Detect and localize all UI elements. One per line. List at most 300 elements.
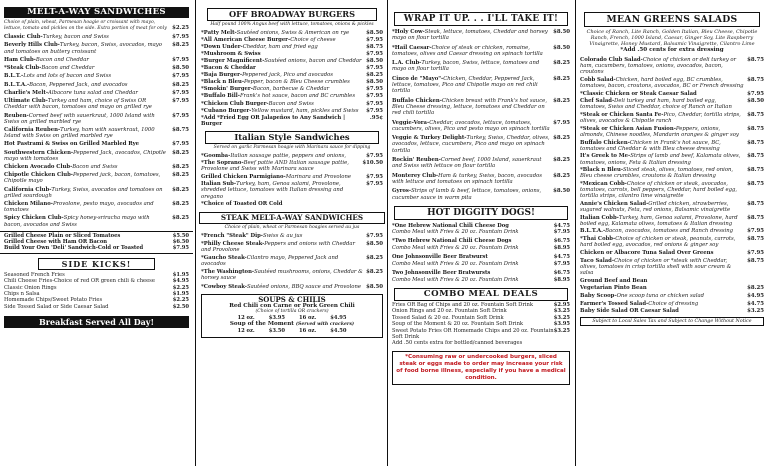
extra-meat-price: $2.25 — [172, 25, 189, 32]
footer-box — [580, 317, 764, 326]
menu-item — [388, 76, 574, 94]
menu-item — [0, 164, 193, 170]
menu-item-price: $8.75 — [747, 167, 764, 174]
menu-item-name: Ground Beef and Bean — [580, 277, 648, 284]
menu-item-desc: Chicken, Cheddar, Peppered Jack, lettuce, tomatoes, Pico and Chipotle mayo on red chili tortilla — [392, 76, 538, 95]
melt-a-way-title: MELT-A-WAY SANDWICHES — [4, 7, 189, 18]
menu-item-price: $7.95 — [747, 228, 764, 235]
menu-item — [197, 51, 387, 57]
menu-item-price: $8.75 — [747, 57, 764, 63]
menu-item-name: *Goomba- — [201, 152, 231, 159]
menu-item-name: *Thai Cobb- — [580, 236, 616, 243]
menu-item-price: $8.25 — [172, 201, 189, 208]
menu-item-name: Chicken or Albacore Tuna Salad Over Greens — [580, 249, 714, 256]
column-salads — [576, 0, 768, 466]
menu-row-name: Grilled Cheese with Ham OR Bacon — [4, 239, 108, 246]
menu-item — [388, 173, 574, 185]
menu-row-price: $2.50 — [172, 303, 189, 310]
soups-sub2: (Choice of tortilla OR crackers) — [255, 309, 329, 314]
soup-moment — [202, 321, 382, 329]
menu-item-name: Spicy Chicken Club- — [4, 215, 64, 222]
menu-item-desc: Choice of chicken or *steak with Cheddar, olives, tomatoes in crisp tortilla shell with sour cream & salsa — [580, 257, 732, 276]
menu-item-text — [201, 72, 366, 78]
menu-item-price: $7.95 — [172, 141, 189, 148]
menu-item-price: $8.25 — [172, 186, 189, 193]
size: 12 oz. — [237, 328, 255, 335]
menu-item-name: *Mexican Cobb- — [580, 181, 627, 188]
menu-item-price: $8.25 — [172, 149, 189, 156]
menu-item-price: $8.25 — [747, 285, 764, 292]
menu-item-price: $8.50 — [553, 44, 570, 51]
menu-item-name: Cobb Salad- — [580, 76, 616, 83]
menu-item-text — [580, 181, 747, 199]
menu-item — [576, 215, 768, 227]
warning-box — [392, 351, 570, 385]
menu-item-text — [580, 236, 747, 248]
menu-item-text — [4, 127, 172, 139]
menu-item — [388, 120, 574, 132]
menu-item-text — [580, 91, 747, 97]
menu-row-price: $2.25 — [172, 284, 189, 291]
menu-item-price: $8.50 — [366, 283, 383, 290]
menu-item-desc: Lots and lots of bacon and Swiss — [23, 73, 112, 80]
menu-item — [0, 42, 193, 54]
menu-item — [576, 201, 768, 213]
menu-item-text — [201, 79, 366, 85]
menu-item-name: *Black n Bleu- — [201, 79, 245, 86]
burgers-list — [197, 30, 387, 127]
menu-item-text — [580, 167, 747, 179]
menu-item-name: *Buffalo Bill- — [201, 93, 240, 100]
menu-item-price: $8.25 — [366, 72, 383, 79]
menu-item-price: $8.50 — [366, 79, 383, 86]
menu-item-desc: Peppers, onions, almonds, Chinese noodles, Mandarin oranges & ginger soy — [580, 125, 739, 138]
menu-item-name: Rockin' Reuben- — [392, 157, 441, 164]
soups-sub: Red Chili con Carne or Pork Green Chili — [229, 302, 355, 309]
menu-item-desc: Swiss & au jus — [263, 232, 303, 239]
menu-item — [388, 29, 574, 41]
menu-item-text — [4, 98, 172, 110]
sidekicks-title: SIDE KICKS! — [38, 258, 155, 270]
menu-row-price: $7.95 — [172, 245, 189, 252]
menu-item-desc: Turkey, ham, Genoa salami, Provolone, hard boiled egg, Kalamata olives, tomatoes & Italian dressing — [580, 214, 738, 227]
menu-item-text — [201, 201, 383, 207]
menu-item-text — [580, 250, 747, 256]
menu-item-name: Reuben- — [4, 112, 29, 119]
menu-item-text — [4, 34, 172, 40]
menu-item-name: *Black n Bleu- — [580, 167, 624, 174]
menu-item-price: $7.95 — [172, 89, 189, 96]
soup-moment-note: (Served with crackers) — [295, 321, 355, 327]
menu-item-desc: Corned beef, 1000 Island, sauerkraut and Swiss with lettuce on flour tortilla — [392, 157, 542, 170]
menu-item-price: $7.95 — [366, 50, 383, 57]
hot-dog-item — [388, 223, 574, 236]
menu-item-price: $7.95 — [366, 100, 383, 107]
menu-item-text — [4, 141, 172, 147]
menu-item-price: $8.25 — [553, 157, 570, 164]
menu-item-desc: Peppers and onions with Cheddar and Provolone — [201, 240, 356, 254]
menu-item-text — [201, 86, 366, 92]
menu-item-price: $8.25 — [553, 60, 570, 67]
menu-item-name: B.L.T.A.- — [4, 81, 30, 88]
menu-item-text — [580, 126, 747, 138]
hot-dog-combo-desc: Combo Meal with Fries & 20 oz. Fountain Drink — [392, 260, 519, 267]
menu-item-price: $8.25 — [553, 135, 570, 142]
menu-item — [0, 172, 193, 184]
menu-item — [388, 98, 574, 116]
menu-item-name: L.A. Club- — [392, 60, 422, 67]
size: 12 oz. — [237, 314, 255, 321]
menu-item-name: *Mushroom & Swiss — [201, 50, 261, 57]
menu-item-text — [201, 174, 366, 180]
menu-item — [576, 112, 768, 124]
menu-item — [0, 201, 193, 213]
menu-item-name: Ultimate Club- — [4, 98, 48, 105]
menu-item-price: $8.75 — [747, 181, 764, 188]
menu-item-text — [392, 188, 553, 200]
menu-item-text — [4, 164, 172, 170]
menu-item-desc: Sautéed onions, Swiss & American on rye — [236, 29, 350, 36]
menu-item — [576, 153, 768, 165]
menu-item-name: Cinco de "Mayo"- — [392, 76, 444, 83]
menu-row-name: Side Tossed Salad or Side Caesar Salad — [4, 303, 109, 310]
soup-sizes — [202, 328, 382, 334]
menu-item-price: $7.95 — [172, 73, 189, 80]
menu-item-text — [201, 44, 366, 50]
salads-title: MEAN GREENS SALADS — [584, 12, 760, 27]
menu-item-name: Monterey Club- — [392, 172, 439, 179]
menu-row-name: Soup of the Moment & 20 oz. Fountain Soft Drink — [392, 321, 524, 328]
menu-item-desc: Yellow mustard, ham, pickles and Swiss — [251, 107, 359, 114]
menu-item-price: $7.95 — [366, 65, 383, 72]
hot-dog-name: *Two Hebrew National Chili Cheese Dogs — [392, 238, 512, 245]
menu-item-price: $8.25 — [172, 215, 189, 222]
menu-item-desc: Cheddar, avocados, lettuce, tomatoes, cucumbers, olives, Pico and pesto mayo on spinach tortilla — [392, 119, 550, 132]
menu-item-desc: Bacon and Cheddar — [41, 65, 95, 72]
melt-a-way-list — [0, 34, 193, 227]
menu-item-name: Baby Scoop- — [580, 292, 617, 299]
menu-item-price: $8.50 — [747, 98, 764, 105]
menu-item-price: $8.75 — [747, 112, 764, 119]
menu-item-price: $8.25 — [172, 81, 189, 88]
menu-row-name: Sweet Potato Fries OR Homemade Chips and 20 oz. Fountain Soft Drink — [392, 327, 554, 340]
menu-item — [576, 57, 768, 75]
tax-note: Subject to Local Sales Tax and Subject to Change Without Notice — [592, 319, 752, 325]
menu-item-name: Ham Club- — [4, 56, 36, 63]
wraps-list — [388, 29, 574, 201]
menu-row-price: $3.95 — [553, 321, 570, 328]
menu-item-name: *Bacon & Cheddar — [201, 65, 256, 72]
menu-item-price: $8.25 — [172, 42, 189, 49]
menu-item-desc: Sautéed onions, bacon and Cheddar — [264, 57, 362, 64]
menu-item-desc: Bacon and Cheddar — [35, 56, 89, 63]
menu-item — [576, 258, 768, 276]
menu-item — [197, 241, 387, 253]
combo-title: COMBO MEAL DEALS — [394, 288, 568, 301]
menu-item-desc: Chicken, hard boiled egg, BC crumbles, tomatoes, bacon, croutons, avocados, BC or French dressing — [580, 76, 744, 89]
menu-item-price: $7.95 — [366, 181, 383, 188]
menu-item — [0, 187, 193, 199]
menu-row — [388, 328, 574, 341]
hot-dog-combo-price: $7.95 — [553, 229, 570, 236]
steak-desc: Choice of plain, wheat or Parmesan hoagies served au jus — [224, 225, 360, 231]
menu-item — [197, 233, 387, 239]
menu-item-price: $7.95 — [747, 249, 764, 256]
menu-row — [388, 340, 574, 346]
menu-item — [197, 201, 387, 207]
menu-item-price: $8.75 — [747, 76, 764, 83]
menu-row-price: $3.25 — [553, 327, 570, 334]
menu-item-desc: Sautéed mushrooms, onions, Cheddar & horsey sauce — [201, 269, 363, 282]
menu-item-price: $7.95 — [553, 119, 570, 126]
menu-item-price: $8.25 — [553, 172, 570, 179]
menu-item-name: *Steak Club- — [4, 65, 42, 72]
menu-item-text — [201, 255, 366, 267]
burgers-desc: Half pound 100% Angus beef with lettuce, tomatoes, onions & pickles — [210, 22, 374, 27]
hot-dog-item — [388, 254, 574, 267]
menu-row-name: Chips n Salsa — [4, 291, 40, 298]
menu-row-price: $5.50 — [172, 232, 189, 239]
menu-item-desc: Bacon, Peppered Jack, and avocados — [29, 81, 128, 88]
menu-item-text — [580, 98, 747, 110]
menu-item-name: *Steak or Chicken Santa Fe- — [580, 112, 664, 119]
menu-item-price: $8.75 — [747, 200, 764, 207]
wraps-title: WRAP IT UP. . . I'LL TAKE IT! — [394, 12, 568, 26]
menu-item-price: $3.25 — [747, 308, 764, 315]
menu-item-text — [4, 215, 172, 227]
menu-item — [388, 188, 574, 200]
menu-item — [197, 115, 387, 127]
menu-row-price: $2.95 — [553, 301, 570, 308]
menu-item-text — [580, 258, 747, 276]
hot-dog-combo-desc: Combo Meal with Fries & 20 oz. Fountain Drink — [392, 229, 519, 236]
menu-item-desc: Pepper, bacon & Bleu Cheese crumbles — [244, 79, 350, 86]
menu-item-desc: Bacon and Swiss — [268, 100, 314, 107]
menu-item — [197, 101, 387, 107]
menu-item-price: $8.25 — [553, 76, 570, 83]
menu-row-name: Seasoned French Fries — [4, 271, 65, 278]
menu-item-text — [4, 65, 172, 71]
menu-item-price: $4.95 — [747, 292, 764, 299]
menu-item-desc: Choice of chicken or deli turkey or ham, cucumbers, tomatoes, onions, avocados, bacon, croutons — [580, 57, 737, 76]
menu-item — [576, 91, 768, 97]
menu-item-name: Farmer's Tossed Salad- — [580, 300, 649, 307]
menu-item — [576, 308, 768, 314]
menu-item-name: California Reuben- — [4, 127, 61, 133]
menu-item-text — [392, 173, 553, 185]
hot-dog-combo-price: $8.95 — [553, 244, 570, 251]
hot-dog-combo-line — [388, 229, 574, 235]
menu-item-price: $8.75 — [747, 125, 764, 132]
menu-item-text — [580, 308, 747, 314]
menu-item-price: $8.50 — [553, 29, 570, 35]
menu-item-name: *Smokin' Burger- — [201, 86, 253, 93]
menu-item-name: Veggie-Vora- — [392, 119, 430, 126]
menu-item — [197, 79, 387, 85]
column-divider — [195, 0, 196, 466]
menu-item-name: *Chicken Club Burger- — [201, 100, 269, 107]
menu-row-price: $3.25 — [553, 308, 570, 315]
menu-item-text — [201, 51, 366, 57]
menu-row-name: Chili Cheese Fries-Choice of red OR green chili & cheese — [4, 278, 155, 285]
raw-food-warning: *Consuming raw or undercooked burgers, sliced steak or eggs made to order may increase your risk of food borne illness, especially if you have a medical condition. — [396, 353, 566, 381]
menu-item-text — [392, 45, 553, 57]
menu-item — [576, 167, 768, 179]
menu-item-text — [580, 301, 747, 307]
menu-item-desc: Turkey, bacon and Swiss — [42, 34, 109, 41]
menu-item — [0, 215, 193, 227]
menu-item-text — [201, 160, 362, 172]
menu-item-name: Charlie's Melt- — [4, 89, 49, 96]
hot-dog-combo-desc: Combo Meal with Fries & 20 oz. Fountain Drink — [392, 276, 519, 283]
menu-item-name: *Holy Cow- — [392, 29, 425, 35]
menu-row — [0, 245, 193, 251]
menu-item — [576, 301, 768, 307]
menu-item-desc: Choice of steak or chicken, romaine, tomatoes, olives and Caesar dressing on spinach tortilla — [392, 44, 543, 57]
menu-item — [197, 86, 387, 92]
menu-item-desc: Strips of lamb and beef, Kalamata olives, tomatoes, onions, Feta & Italian dressing — [580, 153, 741, 166]
menu-item — [576, 126, 768, 138]
price: $3.95 — [268, 314, 285, 321]
menu-item-desc: Grilled chicken, strawberries, sugared walnuts, Feta, red onions, Balsamic vinaigrette — [580, 200, 731, 213]
menu-item — [388, 135, 574, 153]
menu-item-name: California Club- — [4, 186, 52, 193]
menu-item-name: Buffalo Chicken- — [392, 97, 442, 104]
italian-list — [197, 153, 387, 208]
extra-dressing-note: *Add .50 cents for extra dressing — [620, 47, 724, 53]
menu-item — [197, 58, 387, 64]
menu-item-name: Southwestern Chicken- — [4, 149, 74, 156]
menu-item-desc: Choice of dressing — [648, 300, 699, 307]
menu-item-text — [201, 241, 366, 253]
menu-item-desc: Corned beef with sauerkraut, 1000 Island with Swiss on grilled marbled rye — [4, 112, 155, 125]
menu-item-text — [580, 201, 747, 213]
menu-row-name: Onion Rings and 20 oz. Fountain Soft Drink — [392, 308, 507, 315]
menu-item-price: $7.95 — [366, 86, 383, 93]
hot-dog-price: $4.75 — [553, 254, 570, 261]
dogs-title: HOT DIGGITY DOGS! — [394, 206, 568, 220]
menu-item-desc: Cilantro mayo, Peppered Jack and avocados — [201, 255, 339, 268]
menu-item-desc: Chicken in Frank's hot sauce, BC, tomatoes and Cheddar & with Bleu cheese dressing — [580, 139, 721, 152]
menu-item-desc: Pico, Cheddar, tortilla strips, olives, avocados & Chipotle ranch — [580, 112, 741, 125]
menu-item-name: *Steak or Chicken Asian Fusion- — [580, 125, 676, 132]
soups-box — [201, 294, 383, 338]
menu-item — [197, 44, 387, 50]
steak-title: STEAK MELT-A-WAY SANDWICHES — [199, 212, 385, 224]
menu-item-text — [201, 115, 370, 127]
menu-item-price: $7.95 — [747, 90, 764, 97]
menu-item-text — [4, 150, 172, 162]
menu-item-desc: Chicken breast with Frank's hot sauce, Bleu Cheese dressing, lettuce, tomatoes and Cheddar on red chili tortilla — [392, 97, 547, 117]
menu-item — [576, 250, 768, 256]
grilled-cheese-box — [0, 231, 193, 254]
menu-item-text — [392, 120, 553, 132]
menu-item-desc: Ham & turkey, Swiss, bacon, avocados with lettuce and tomatoes on spinach tortilla — [392, 172, 543, 185]
hot-dog-price: $6.75 — [553, 238, 570, 245]
italian-desc: Served on garlic Parmesan hoagie with Marinara sauce for dipping — [213, 144, 371, 150]
menu-item-desc: Choice of chicken or steak, avocados, tomatoes, carrots, bell peppers, Cheddar, hard boiled egg, tortilla strips, cilantro lime vinaigrette — [580, 181, 738, 200]
menu-item-price: $7.95 — [366, 107, 383, 114]
menu-item-price: $8.75 — [366, 43, 383, 50]
menu-item-price: .95¢ — [369, 114, 383, 121]
menu-item-text — [201, 65, 366, 71]
menu-item-text — [580, 153, 747, 165]
menu-item — [197, 255, 387, 267]
menu-item-desc: Peppered Jack, avocados, Chipotle mayo with tomatoes — [4, 149, 166, 162]
menu-item-desc: Sautéed onions, BBQ sauce and Provolone — [246, 283, 362, 290]
menu-item — [197, 93, 387, 99]
menu-item-price: $8.75 — [172, 127, 189, 133]
menu-item-desc: Bacon, avocados, tomatoes and Ranch dressing — [605, 228, 733, 235]
menu-item-price: $7.95 — [366, 173, 383, 180]
hot-dog-name: Two Johnsonville Beer Bratwursts — [392, 270, 491, 277]
menu-item-name: Italian Cobb- — [580, 214, 619, 221]
menu-item-name: *The Washington- — [201, 269, 255, 276]
menu-item-price: $8.25 — [172, 172, 189, 179]
menu-row — [0, 304, 193, 310]
menu-item-price: $7.95 — [172, 56, 189, 63]
menu-item — [576, 236, 768, 248]
menu-row-name: Build Your Own 'Deli' Sandwich-Cold or Toasted — [4, 245, 144, 252]
menu-item — [576, 77, 768, 89]
menu-item — [0, 113, 193, 125]
menu-item-price: $8.50 — [366, 57, 383, 64]
menu-item-text — [201, 284, 366, 290]
hot-dog-price: $4.75 — [553, 222, 570, 229]
menu-item — [388, 60, 574, 72]
hot-dog-price: $6.75 — [553, 270, 570, 277]
menu-item-price: $8.75 — [747, 214, 764, 221]
menu-item-text — [4, 113, 172, 125]
menu-item-text — [580, 215, 747, 227]
menu-item-text — [201, 181, 366, 199]
menu-item — [576, 140, 768, 152]
menu-row-price: $4.95 — [172, 278, 189, 285]
menu-item-name: *French "Steak" Dip- — [201, 232, 263, 239]
menu-item-text — [580, 140, 747, 152]
column-burgers — [197, 0, 387, 466]
column-melt-a-way — [0, 0, 193, 466]
hot-dog-item — [388, 238, 574, 251]
menu-item-price: $7.95 — [172, 112, 189, 119]
menu-item-desc: Deli turkey and ham, hard boiled egg, tomatoes, Swiss and Cheddar, choice of Ranch or Italian — [580, 98, 732, 111]
menu-item — [197, 269, 387, 281]
price: $4.50 — [330, 328, 347, 335]
menu-item-desc: Sliced steak, olives, tomatoes, red onion, Bleu cheese crumbles, croutons & Italian dressing — [580, 167, 734, 180]
menu-item — [0, 73, 193, 79]
menu-item-price: $8.75 — [747, 257, 764, 264]
menu-item — [0, 98, 193, 110]
menu-item-name: Chipotle Chicken Club- — [4, 172, 74, 179]
burgers-title: OFF BROADWAY BURGERS — [207, 8, 377, 21]
menu-item — [388, 45, 574, 57]
menu-row-price: $1.95 — [172, 291, 189, 298]
menu-item — [197, 37, 387, 43]
menu-item-name: *Burger Magnificent- — [201, 57, 265, 64]
sidekicks-list — [0, 272, 193, 310]
menu-item — [197, 30, 387, 36]
menu-item-desc: Beef pattie AND Italian sausage pattie, Provolone and Swiss with Marinara sauce — [201, 160, 349, 173]
menu-item-desc: Spicy honey-sriracha mayo with bacon, avocados and Swiss — [4, 215, 150, 228]
menu-item-price: $10.50 — [362, 160, 383, 167]
menu-item-name: Grilled Chicken Parmigiano- — [201, 173, 286, 180]
melt-a-way-desc: Choice of plain, wheat, Parmesan hoagie or croissant with mayo, lettuce, tomato and pickles on the side. Extra portion of meat for only — [4, 20, 167, 31]
menu-item-name: Buffalo Chicken- — [580, 139, 630, 146]
menu-item-desc: Peppered jack, Pico and avocados — [242, 72, 334, 79]
menu-item-text — [201, 101, 366, 107]
soups-title: SOUPS & CHILIS — [258, 294, 326, 304]
menu-item-name: Beverly Hills Club- — [4, 42, 60, 49]
